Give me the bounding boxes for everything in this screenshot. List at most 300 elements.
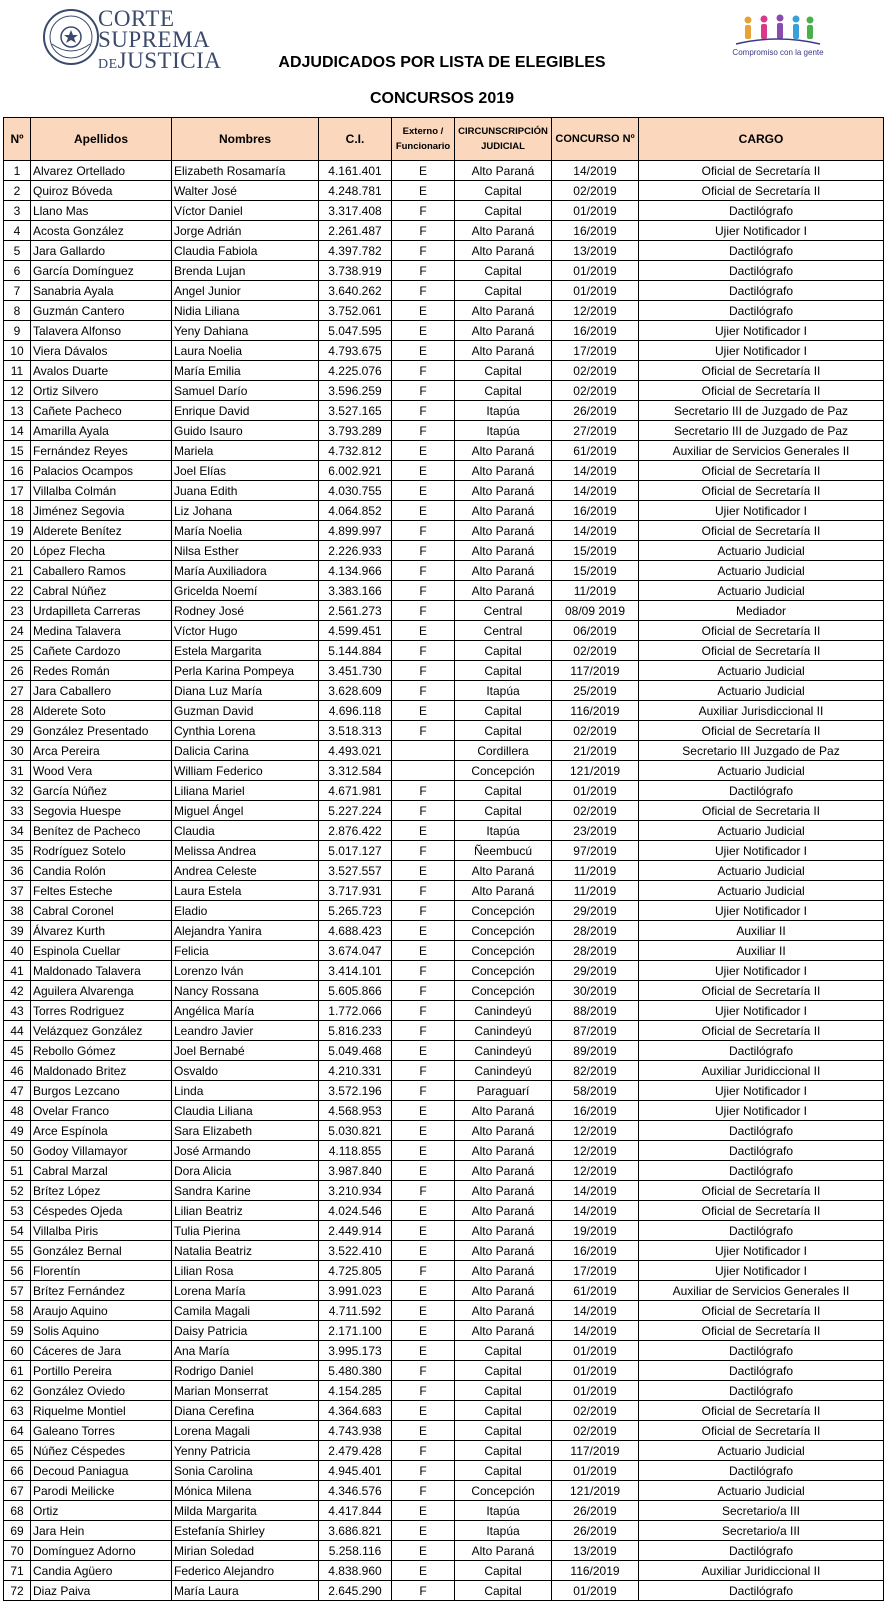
- cell-cargo: Actuario Judicial: [639, 541, 884, 561]
- cell-cargo: Ujier Notificador I: [639, 901, 884, 921]
- cell-ci: 4.725.805: [319, 1261, 392, 1281]
- cell-tipo: E: [392, 621, 455, 641]
- cell-circunscripcion: Capital: [455, 381, 552, 401]
- cell-tipo: E: [392, 1041, 455, 1061]
- cell-tipo: F: [392, 521, 455, 541]
- cell-concurso: 26/2019: [552, 1521, 639, 1541]
- cell-circunscripcion: Itapúa: [455, 821, 552, 841]
- cell-concurso: 26/2019: [552, 401, 639, 421]
- cell-ci: 3.522.410: [319, 1241, 392, 1261]
- cell-tipo: E: [392, 921, 455, 941]
- cell-apellidos: Torres Rodriguez: [31, 1001, 172, 1021]
- cell-ci: 5.258.116: [319, 1541, 392, 1561]
- cell-num: 59: [4, 1321, 31, 1341]
- table-row: [4, 1481, 884, 1501]
- cell-tipo: F: [392, 1021, 455, 1041]
- cell-apellidos: González Oviedo: [31, 1381, 172, 1401]
- cell-tipo: F: [392, 401, 455, 421]
- table-row: [4, 701, 884, 721]
- cell-circunscripcion: Alto Paraná: [455, 321, 552, 341]
- table-row: [4, 681, 884, 701]
- cell-concurso: 29/2019: [552, 961, 639, 981]
- cell-num: 48: [4, 1101, 31, 1121]
- cell-tipo: F: [392, 801, 455, 821]
- cell-ci: 4.225.076: [319, 361, 392, 381]
- cell-apellidos: Jiménez Segovia: [31, 501, 172, 521]
- cell-num: 32: [4, 781, 31, 801]
- cell-nombres: Cynthia Lorena: [172, 721, 319, 741]
- cell-tipo: F: [392, 361, 455, 381]
- cell-apellidos: Jara Gallardo: [31, 241, 172, 261]
- cell-nombres: Diana Cerefina: [172, 1401, 319, 1421]
- cell-nombres: María Auxiliadora: [172, 561, 319, 581]
- cell-concurso: 01/2019: [552, 1381, 639, 1401]
- cell-concurso: 116/2019: [552, 701, 639, 721]
- cell-apellidos: Guzmán Cantero: [31, 301, 172, 321]
- cell-cargo: Oficial de Secretaria II: [639, 801, 884, 821]
- cell-concurso: 11/2019: [552, 861, 639, 881]
- cell-concurso: 11/2019: [552, 881, 639, 901]
- cell-apellidos: Amarilla Ayala: [31, 421, 172, 441]
- cell-concurso: 01/2019: [552, 281, 639, 301]
- table-row: [4, 421, 884, 441]
- table-row: [4, 621, 884, 641]
- cell-apellidos: Álvarez Kurth: [31, 921, 172, 941]
- table-row: [4, 161, 884, 181]
- cell-tipo: E: [392, 1501, 455, 1521]
- cell-num: 28: [4, 701, 31, 721]
- table-row: [4, 541, 884, 561]
- cell-nombres: Perla Karina Pompeya: [172, 661, 319, 681]
- cell-num: 18: [4, 501, 31, 521]
- cell-cargo: Dactilógrafo: [639, 1381, 884, 1401]
- cell-tipo: F: [392, 781, 455, 801]
- cell-tipo: E: [392, 1161, 455, 1181]
- cell-ci: 2.261.487: [319, 221, 392, 241]
- cell-cargo: Oficial de Secretaría II: [639, 621, 884, 641]
- cell-nombres: Sara Elizabeth: [172, 1121, 319, 1141]
- cell-cargo: Actuario Judicial: [639, 581, 884, 601]
- cell-nombres: Laura Noelia: [172, 341, 319, 361]
- cell-cargo: Secretario III Juzgado de Paz: [639, 741, 884, 761]
- cell-nombres: Lilian Rosa: [172, 1261, 319, 1281]
- cell-tipo: E: [392, 1241, 455, 1261]
- cell-circunscripcion: Concepción: [455, 901, 552, 921]
- cell-num: 8: [4, 301, 31, 321]
- cell-circunscripcion: Concepción: [455, 761, 552, 781]
- table-row: [4, 741, 884, 761]
- cell-cargo: Secretario III de Juzgado de Paz: [639, 401, 884, 421]
- cell-num: 17: [4, 481, 31, 501]
- cell-apellidos: Cabral Núñez: [31, 581, 172, 601]
- cell-circunscripcion: Alto Paraná: [455, 1321, 552, 1341]
- cell-cargo: Auxiliar Jurisdiccional II: [639, 701, 884, 721]
- cell-nombres: Mónica Milena: [172, 1481, 319, 1501]
- cell-cargo: Auxiliar Juridiccional II: [639, 1561, 884, 1581]
- court-name-prefix: DE: [98, 57, 118, 72]
- table-row: [4, 861, 884, 881]
- header-num: Nº: [4, 118, 31, 161]
- cell-nombres: María Noelia: [172, 521, 319, 541]
- cell-ci: 3.312.584: [319, 761, 392, 781]
- cell-tipo: F: [392, 1061, 455, 1081]
- cell-concurso: 121/2019: [552, 1481, 639, 1501]
- cell-ci: 4.696.118: [319, 701, 392, 721]
- cell-ci: 2.171.100: [319, 1321, 392, 1341]
- cell-cargo: Dactilógrafo: [639, 1361, 884, 1381]
- table-row: [4, 521, 884, 541]
- cell-cargo: Oficial de Secretaría II: [639, 981, 884, 1001]
- cell-apellidos: Sanabria Ayala: [31, 281, 172, 301]
- cell-circunscripcion: Alto Paraná: [455, 301, 552, 321]
- cell-ci: 3.717.931: [319, 881, 392, 901]
- cell-cargo: Actuario Judicial: [639, 821, 884, 841]
- table-row: [4, 1461, 884, 1481]
- cell-circunscripcion: Cordillera: [455, 741, 552, 761]
- cell-cargo: Dactilógrafo: [639, 1461, 884, 1481]
- header-circunscripcion: [455, 118, 552, 161]
- cell-concurso: 26/2019: [552, 1501, 639, 1521]
- cell-cargo: Oficial de Secretaría II: [639, 161, 884, 181]
- cell-cargo: Ujier Notificador I: [639, 1101, 884, 1121]
- cell-nombres: Juana Edith: [172, 481, 319, 501]
- cell-circunscripcion: Alto Paraná: [455, 221, 552, 241]
- cell-concurso: 14/2019: [552, 1301, 639, 1321]
- cell-nombres: Estefanía Shirley: [172, 1521, 319, 1541]
- cell-num: 1: [4, 161, 31, 181]
- cell-circunscripcion: Alto Paraná: [455, 561, 552, 581]
- cell-circunscripcion: Capital: [455, 1401, 552, 1421]
- cell-tipo: F: [392, 1581, 455, 1601]
- cell-num: 16: [4, 461, 31, 481]
- cell-circunscripcion: Itapúa: [455, 421, 552, 441]
- cell-apellidos: Aguilera Alvarenga: [31, 981, 172, 1001]
- cell-circunscripcion: Concepción: [455, 961, 552, 981]
- cell-num: 19: [4, 521, 31, 541]
- cell-tipo: E: [392, 1201, 455, 1221]
- cell-ci: 4.030.755: [319, 481, 392, 501]
- cell-circunscripcion: Alto Paraná: [455, 441, 552, 461]
- table-row: [4, 261, 884, 281]
- table-row: [4, 1581, 884, 1601]
- table-row: [4, 281, 884, 301]
- cell-apellidos: Redes Román: [31, 661, 172, 681]
- cell-nombres: Leandro Javier: [172, 1021, 319, 1041]
- cell-concurso: 30/2019: [552, 981, 639, 1001]
- cell-concurso: 14/2019: [552, 1181, 639, 1201]
- cell-concurso: 16/2019: [552, 321, 639, 341]
- cell-tipo: E: [392, 941, 455, 961]
- cell-nombres: Lorenzo Iván: [172, 961, 319, 981]
- cell-num: 50: [4, 1141, 31, 1161]
- cell-cargo: Ujier Notificador I: [639, 221, 884, 241]
- cell-tipo: F: [392, 221, 455, 241]
- table-row: [4, 441, 884, 461]
- cell-apellidos: Jara Caballero: [31, 681, 172, 701]
- cell-ci: 3.738.919: [319, 261, 392, 281]
- cell-tipo: F: [392, 261, 455, 281]
- cell-circunscripcion: Canindeyú: [455, 1021, 552, 1041]
- cell-cargo: Oficial de Secretaría II: [639, 521, 884, 541]
- cell-ci: 4.417.844: [319, 1501, 392, 1521]
- cell-concurso: 61/2019: [552, 441, 639, 461]
- cell-ci: 3.527.557: [319, 861, 392, 881]
- cell-circunscripcion: Alto Paraná: [455, 1281, 552, 1301]
- cell-concurso: 116/2019: [552, 1561, 639, 1581]
- cell-apellidos: Cáceres de Jara: [31, 1341, 172, 1361]
- cell-ci: 3.752.061: [319, 301, 392, 321]
- cell-num: 25: [4, 641, 31, 661]
- cell-nombres: Linda: [172, 1081, 319, 1101]
- table-row: [4, 341, 884, 361]
- cell-nombres: Miguel Ángel: [172, 801, 319, 821]
- cell-concurso: 15/2019: [552, 561, 639, 581]
- cell-nombres: Yeny Dahiana: [172, 321, 319, 341]
- cell-apellidos: Alderete Soto: [31, 701, 172, 721]
- cell-nombres: Mirian Soledad: [172, 1541, 319, 1561]
- cell-circunscripcion: Capital: [455, 201, 552, 221]
- cell-num: 52: [4, 1181, 31, 1201]
- cell-cargo: Auxiliar de Servicios Generales II: [639, 441, 884, 461]
- cell-apellidos: Cabral Marzal: [31, 1161, 172, 1181]
- cell-concurso: 14/2019: [552, 461, 639, 481]
- cell-num: 53: [4, 1201, 31, 1221]
- cell-circunscripcion: Central: [455, 601, 552, 621]
- cell-nombres: Rodney José: [172, 601, 319, 621]
- table-row: [4, 1141, 884, 1161]
- cell-ci: 4.364.683: [319, 1401, 392, 1421]
- cell-tipo: E: [392, 821, 455, 841]
- cell-num: 34: [4, 821, 31, 841]
- table-row: [4, 401, 884, 421]
- table-row: [4, 981, 884, 1001]
- cell-ci: 4.397.782: [319, 241, 392, 261]
- cell-concurso: 27/2019: [552, 421, 639, 441]
- cell-ci: 3.674.047: [319, 941, 392, 961]
- cell-num: 10: [4, 341, 31, 361]
- cell-cargo: Oficial de Secretaría II: [639, 1301, 884, 1321]
- cell-concurso: 16/2019: [552, 1101, 639, 1121]
- cell-ci: 4.210.331: [319, 1061, 392, 1081]
- cell-cargo: Oficial de Secretaría II: [639, 721, 884, 741]
- cell-num: 70: [4, 1541, 31, 1561]
- cell-cargo: Ujier Notificador I: [639, 961, 884, 981]
- cell-num: 31: [4, 761, 31, 781]
- cell-circunscripcion: Capital: [455, 361, 552, 381]
- table-row: [4, 721, 884, 741]
- cell-cargo: Oficial de Secretaría II: [639, 641, 884, 661]
- cell-tipo: F: [392, 1181, 455, 1201]
- cell-ci: 3.628.609: [319, 681, 392, 701]
- document-subtitle: CONCURSOS 2019: [369, 90, 515, 107]
- cell-num: 24: [4, 621, 31, 641]
- cell-nombres: Marian Monserrat: [172, 1381, 319, 1401]
- cell-num: 61: [4, 1361, 31, 1381]
- cell-concurso: 17/2019: [552, 1261, 639, 1281]
- cell-nombres: Nancy Rossana: [172, 981, 319, 1001]
- cell-circunscripcion: Alto Paraná: [455, 1221, 552, 1241]
- cell-ci: 4.743.938: [319, 1421, 392, 1441]
- cell-apellidos: Ortiz Silvero: [31, 381, 172, 401]
- compromiso-caption: Compromiso con la gente: [732, 48, 824, 57]
- cell-num: 29: [4, 721, 31, 741]
- header-circ-line1: CIRCUNSCRIPCIÓN: [458, 126, 548, 137]
- cell-concurso: 16/2019: [552, 1241, 639, 1261]
- cell-ci: 4.118.855: [319, 1141, 392, 1161]
- cell-tipo: F: [392, 1481, 455, 1501]
- cell-nombres: Andrea Celeste: [172, 861, 319, 881]
- table-row: [4, 761, 884, 781]
- table-row: [4, 181, 884, 201]
- cell-ci: 2.479.428: [319, 1441, 392, 1461]
- cell-num: 7: [4, 281, 31, 301]
- cell-cargo: Dactilógrafo: [639, 1541, 884, 1561]
- table-row: [4, 1521, 884, 1541]
- table-row: [4, 1181, 884, 1201]
- header-cargo: CARGO: [639, 118, 884, 161]
- cell-nombres: Laura Estela: [172, 881, 319, 901]
- cell-num: 72: [4, 1581, 31, 1601]
- cell-apellidos: Godoy Villamayor: [31, 1141, 172, 1161]
- table-row: [4, 941, 884, 961]
- cell-ci: 3.518.313: [319, 721, 392, 741]
- cell-tipo: F: [392, 841, 455, 861]
- cell-num: 21: [4, 561, 31, 581]
- cell-apellidos: García Núñez: [31, 781, 172, 801]
- cell-concurso: 14/2019: [552, 1201, 639, 1221]
- cell-tipo: F: [392, 681, 455, 701]
- cell-circunscripcion: Alto Paraná: [455, 1181, 552, 1201]
- cell-circunscripcion: Itapúa: [455, 1501, 552, 1521]
- cell-apellidos: Benítez de Pacheco: [31, 821, 172, 841]
- cell-apellidos: Quiroz Bóveda: [31, 181, 172, 201]
- cell-circunscripcion: Alto Paraná: [455, 1141, 552, 1161]
- cell-cargo: Dactilógrafo: [639, 781, 884, 801]
- table-row: [4, 241, 884, 261]
- cell-cargo: Ujier Notificador I: [639, 1241, 884, 1261]
- cell-num: 39: [4, 921, 31, 941]
- cell-tipo: F: [392, 1361, 455, 1381]
- cell-cargo: Oficial de Secretaría II: [639, 1201, 884, 1221]
- table-row: [4, 361, 884, 381]
- cell-circunscripcion: Alto Paraná: [455, 581, 552, 601]
- cell-tipo: E: [392, 481, 455, 501]
- cell-nombres: Camila Magali: [172, 1301, 319, 1321]
- cell-concurso: 01/2019: [552, 781, 639, 801]
- cell-tipo: F: [392, 1081, 455, 1101]
- cell-cargo: Actuario Judicial: [639, 1481, 884, 1501]
- cell-cargo: Auxiliar Juridiccional II: [639, 1061, 884, 1081]
- cell-ci: 4.493.021: [319, 741, 392, 761]
- table-row: [4, 321, 884, 341]
- cell-num: 45: [4, 1041, 31, 1061]
- header-ci: C.I.: [319, 118, 392, 161]
- cell-nombres: Osvaldo: [172, 1061, 319, 1081]
- table-row: [4, 1161, 884, 1181]
- table-row: [4, 1021, 884, 1041]
- cell-ci: 4.161.401: [319, 161, 392, 181]
- cell-cargo: Ujier Notificador I: [639, 321, 884, 341]
- cell-ci: 5.816.233: [319, 1021, 392, 1041]
- cell-tipo: E: [392, 1401, 455, 1421]
- cell-concurso: 25/2019: [552, 681, 639, 701]
- cell-cargo: Oficial de Secretaría II: [639, 181, 884, 201]
- cell-cargo: Dactilógrafo: [639, 1161, 884, 1181]
- cell-cargo: Ujier Notificador I: [639, 1261, 884, 1281]
- cell-apellidos: Wood Vera: [31, 761, 172, 781]
- cell-concurso: 08/09 2019: [552, 601, 639, 621]
- cell-num: 22: [4, 581, 31, 601]
- cell-tipo: E: [392, 1301, 455, 1321]
- table-row: [4, 301, 884, 321]
- cell-ci: 5.047.595: [319, 321, 392, 341]
- cell-num: 30: [4, 741, 31, 761]
- cell-apellidos: Cañete Pacheco: [31, 401, 172, 421]
- cell-num: 42: [4, 981, 31, 1001]
- cell-ci: 2.226.933: [319, 541, 392, 561]
- cell-nombres: Enrique David: [172, 401, 319, 421]
- cell-nombres: Liz Johana: [172, 501, 319, 521]
- cell-concurso: 01/2019: [552, 261, 639, 281]
- cell-cargo: Oficial de Secretaría II: [639, 1321, 884, 1341]
- cell-concurso: 117/2019: [552, 1441, 639, 1461]
- cell-apellidos: González Presentado: [31, 721, 172, 741]
- table-row: [4, 1121, 884, 1141]
- cell-circunscripcion: Alto Paraná: [455, 1161, 552, 1181]
- cell-ci: 3.640.262: [319, 281, 392, 301]
- cell-tipo: F: [392, 601, 455, 621]
- cell-concurso: 02/2019: [552, 361, 639, 381]
- cell-nombres: Lorena Magali: [172, 1421, 319, 1441]
- cell-concurso: 01/2019: [552, 1341, 639, 1361]
- cell-ci: 4.064.852: [319, 501, 392, 521]
- table-row: [4, 1561, 884, 1581]
- cell-num: 4: [4, 221, 31, 241]
- cell-circunscripcion: Concepción: [455, 941, 552, 961]
- cell-cargo: Actuario Judicial: [639, 661, 884, 681]
- table-row: [4, 1241, 884, 1261]
- cell-concurso: 23/2019: [552, 821, 639, 841]
- cell-nombres: Melissa Andrea: [172, 841, 319, 861]
- cell-circunscripcion: Alto Paraná: [455, 161, 552, 181]
- cell-tipo: F: [392, 1381, 455, 1401]
- cell-apellidos: Villalba Colmán: [31, 481, 172, 501]
- cell-cargo: Oficial de Secretaría II: [639, 1181, 884, 1201]
- cell-circunscripcion: Capital: [455, 701, 552, 721]
- cell-ci: 3.991.023: [319, 1281, 392, 1301]
- cell-nombres: Nilsa Esther: [172, 541, 319, 561]
- cell-apellidos: Ovelar Franco: [31, 1101, 172, 1121]
- cell-nombres: Milda Margarita: [172, 1501, 319, 1521]
- cell-circunscripcion: Alto Paraná: [455, 881, 552, 901]
- cell-nombres: Federico Alejandro: [172, 1561, 319, 1581]
- cell-apellidos: Diaz Paiva: [31, 1581, 172, 1601]
- cell-apellidos: Fernández Reyes: [31, 441, 172, 461]
- cell-tipo: F: [392, 561, 455, 581]
- cell-ci: 4.599.451: [319, 621, 392, 641]
- cell-tipo: E: [392, 1321, 455, 1341]
- cell-circunscripcion: Central: [455, 621, 552, 641]
- cell-concurso: 58/2019: [552, 1081, 639, 1101]
- cell-nombres: Sandra Karine: [172, 1181, 319, 1201]
- cell-nombres: Dora Alicia: [172, 1161, 319, 1181]
- cell-apellidos: Maldonado Britez: [31, 1061, 172, 1081]
- cell-tipo: F: [392, 1001, 455, 1021]
- cell-tipo: E: [392, 1121, 455, 1141]
- cell-num: 64: [4, 1421, 31, 1441]
- table-row: [4, 1281, 884, 1301]
- table-row: [4, 841, 884, 861]
